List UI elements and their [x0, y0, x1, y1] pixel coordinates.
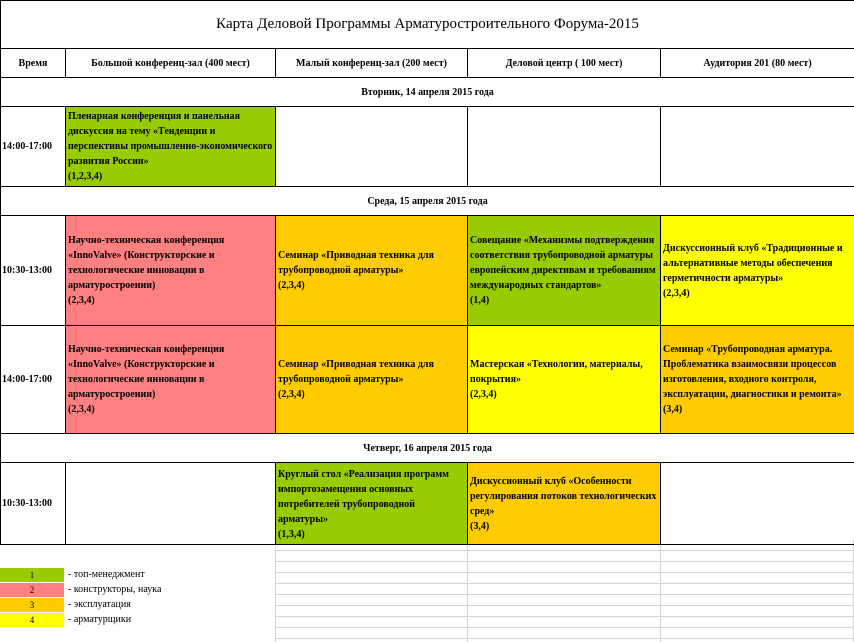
- legend-swatch[interactable]: 4: [0, 613, 65, 627]
- empty-cell[interactable]: [468, 107, 661, 187]
- legend-item: [0, 567, 161, 582]
- event-text: Семинар «Трубопроводная арматура. Проблематика взаимосвязи процессов изготовления, входного контроля, эксплуатации, диагностики и ремонта»: [663, 344, 842, 400]
- legend-swatch[interactable]: 3: [0, 598, 65, 612]
- event-round-table[interactable]: [276, 463, 468, 545]
- event-codes: (2,3,4): [278, 280, 305, 291]
- time-cell[interactable]: 10:30-13:00: [1, 216, 66, 326]
- event-codes: (3,4): [470, 520, 490, 532]
- time-cell[interactable]: 14:00-17:00: [1, 107, 66, 187]
- legend-label[interactable]: - арматурщики: [68, 614, 132, 625]
- event-conformity-meeting[interactable]: [468, 216, 661, 326]
- legend-swatch[interactable]: 2: [0, 583, 65, 597]
- event-innovalve-2[interactable]: [66, 326, 276, 434]
- event-codes: (2,3,4): [278, 389, 305, 400]
- event-flow-club[interactable]: [468, 463, 661, 545]
- event-codes: (1,3,4): [278, 529, 305, 540]
- event-sealing-club[interactable]: [661, 216, 854, 326]
- event-text: Научно-техническая конференция «InnoValve» (Конструкторские и технологические инновации в арматуростроении): [68, 235, 225, 291]
- header-hall-big[interactable]: Большой конференц-зал (400 мест): [66, 49, 276, 78]
- event-drive-seminar-2[interactable]: [276, 326, 468, 434]
- legend-label[interactable]: - конструкторы, наука: [68, 584, 162, 595]
- legend: [0, 567, 161, 627]
- event-workshop[interactable]: [468, 326, 661, 434]
- day-wednesday[interactable]: Среда, 15 апреля 2015 года: [1, 187, 854, 216]
- legend-label[interactable]: - топ-менеджмент: [68, 569, 145, 580]
- event-codes: (2,3,4): [470, 389, 497, 400]
- event-plenary[interactable]: [66, 107, 276, 187]
- legend-item: [0, 612, 161, 627]
- empty-cell[interactable]: [661, 463, 854, 545]
- event-text: Дискуссионный клуб «Особенности регулирования потоков технологических сред»: [470, 475, 657, 517]
- event-codes: (2,3,4): [663, 287, 690, 299]
- event-drive-seminar-1[interactable]: [276, 216, 468, 326]
- header-auditorium[interactable]: Аудитория 201 (80 мест): [661, 49, 854, 78]
- page-title[interactable]: Карта Деловой Программы Арматуростроительного Форума-2015: [1, 1, 854, 49]
- event-codes: (1,2,3,4): [68, 171, 103, 182]
- empty-cell[interactable]: [661, 107, 854, 187]
- empty-cell[interactable]: [66, 463, 276, 545]
- event-codes: (2,3,4): [68, 295, 95, 306]
- event-text: Семинар «Приводная техника для трубопроводной арматуры»: [278, 359, 434, 385]
- event-codes: (3,4): [663, 404, 683, 415]
- header-hall-small[interactable]: Малый конференц-зал (200 мест): [276, 49, 468, 78]
- event-codes: (2,3,4): [68, 404, 95, 415]
- event-text: Мастерская «Технологии, материалы, покрытия»: [470, 359, 643, 385]
- event-text: Научно-техническая конференция «InnoValve» (Конструкторские и технологические инновации в арматуростроении): [68, 344, 225, 400]
- event-innovalve-1[interactable]: [66, 216, 276, 326]
- event-text: Круглый стол «Реализация программ импортозамещения основных потребителей трубопроводной арматуры»: [278, 469, 449, 525]
- event-pipeline-seminar[interactable]: [661, 326, 854, 434]
- event-text: Пленарная конференция и панельная дискуссия на тему «Тенденции и перспективы промышленно-экономического развития России»: [68, 111, 273, 167]
- empty-grid-area: [275, 540, 854, 642]
- legend-item: [0, 597, 161, 612]
- empty-cell[interactable]: [276, 107, 468, 187]
- time-cell[interactable]: 14:00-17:00: [1, 326, 66, 434]
- header-time[interactable]: Время: [1, 49, 66, 78]
- day-thursday[interactable]: Четверг, 16 апреля 2015 года: [1, 434, 854, 463]
- time-cell[interactable]: 10:30-13:00: [1, 463, 66, 545]
- header-business-center[interactable]: Деловой центр ( 100 мест): [468, 49, 661, 78]
- legend-label[interactable]: - эксплуатация: [68, 599, 131, 610]
- day-tuesday[interactable]: Вторник, 14 апреля 2015 года: [1, 78, 854, 107]
- legend-swatch[interactable]: 1: [0, 568, 65, 582]
- event-codes: (1,4): [470, 295, 490, 306]
- legend-item: [0, 582, 161, 597]
- event-text: Совещание «Механизмы подтверждения соответствия трубопроводной арматуры европейским директивам и требованиям международных стандартов»: [470, 235, 656, 291]
- event-text: Семинар «Приводная техника для трубопроводной арматуры»: [278, 250, 434, 276]
- event-text: Дискуссионный клуб «Традиционные и альтернативные методы обеспечения герметичности арматуры»: [663, 242, 843, 284]
